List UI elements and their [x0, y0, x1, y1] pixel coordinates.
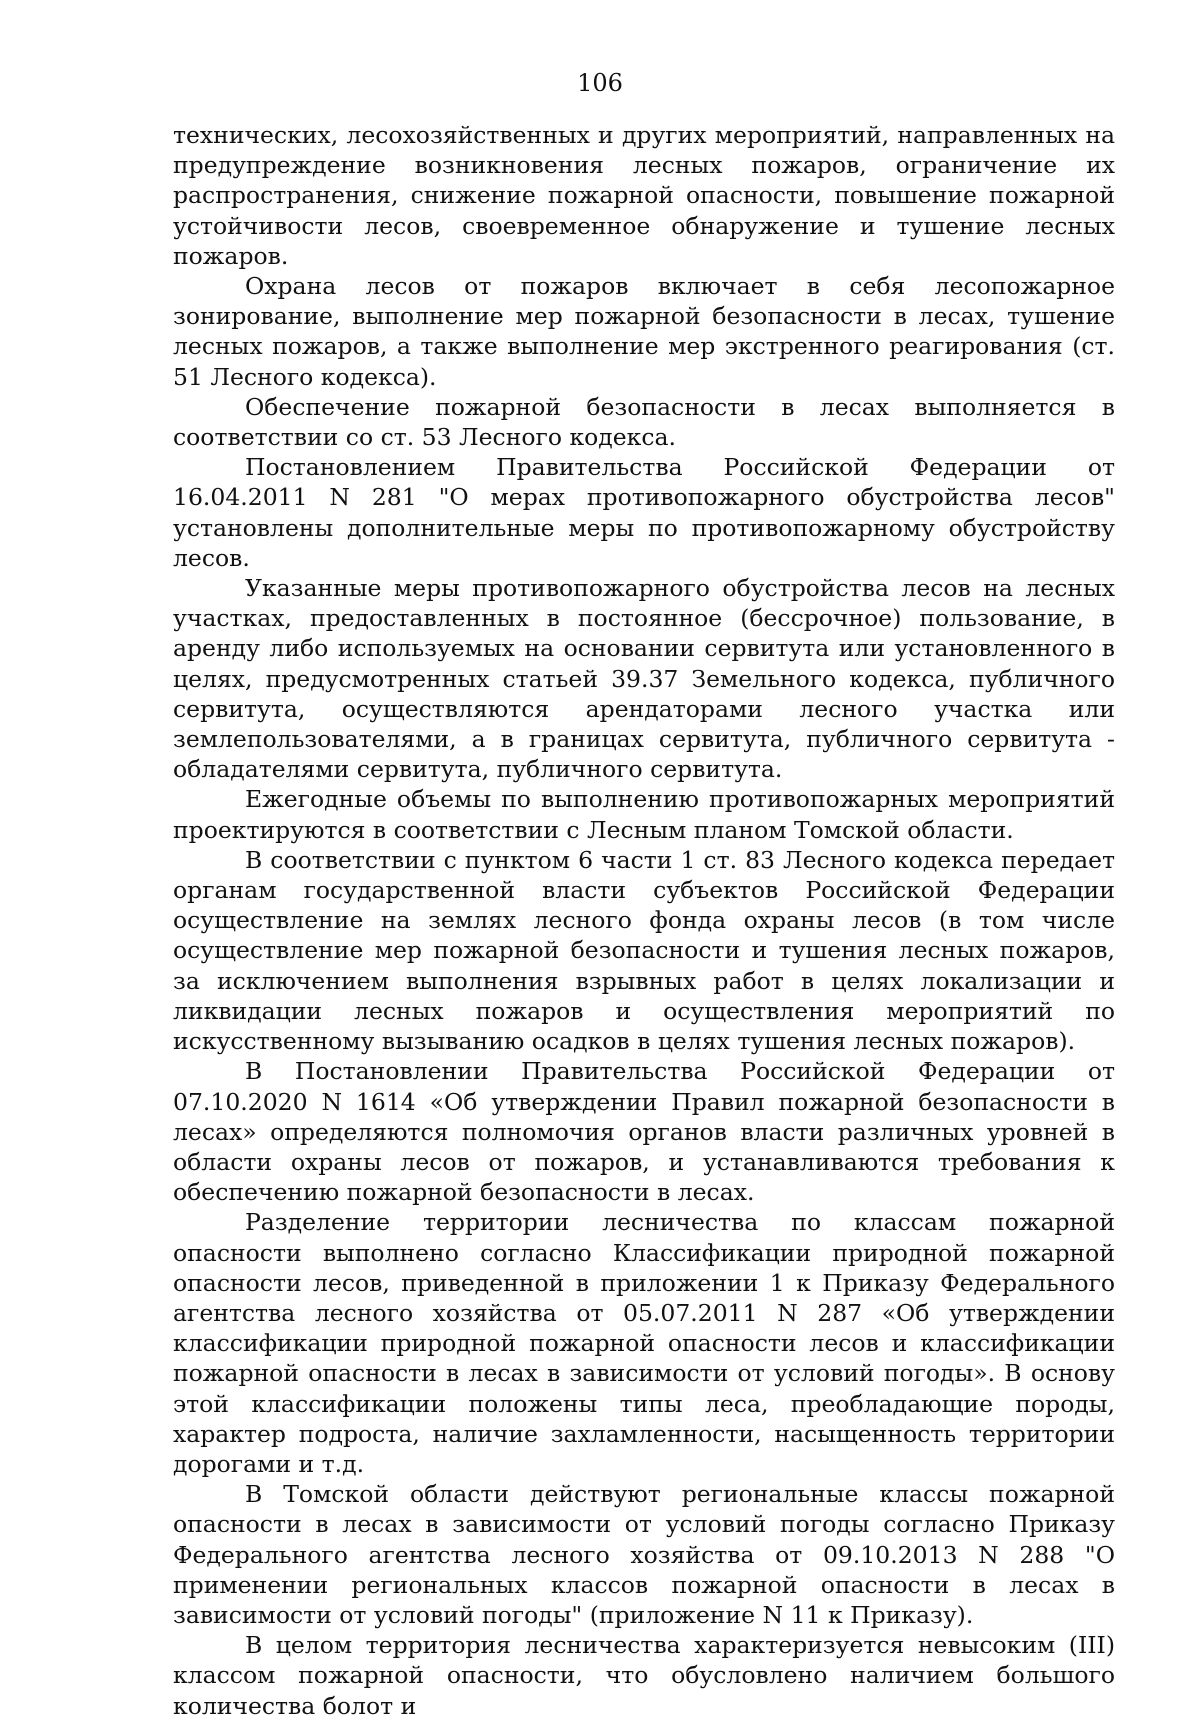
paragraph-fire-hazard-classification: Разделение территории лесничества по классам пожарной опасности выполнено согласно Классификации природной пожарной опасности лесов, приведенной в приложении 1 к Приказу Федерального агентства лесного хозяйства от 05.07.2011 N 287 «Об утверждении классификации природной пожарной опасности лесов и классификации пожарной опасности в лесах в зависимости от условий погоды». В основу этой классификации положены типы леса, преобладающие породы, характер подроста, наличие захламленности, насыщенность территории дорогами и т.д. — [173, 1208, 1115, 1478]
paragraph-continuation: технических, лесохозяйственных и других мероприятий, направленных на предупреждение возникновения лесных пожаров, ограничение их распространения, снижение пожарной опасности, повышение пожарной устойчивости лесов, своевременное обнаружение и тушение лесных пожаров. — [173, 121, 1115, 270]
document-body — [173, 120, 1115, 1721]
paragraph-annual-volumes: Ежегодные объемы по выполнению противопожарных мероприятий проектируются в соответствии с Лесным планом Томской области. — [173, 785, 1115, 844]
paragraph-fire-prevention-measures: Указанные меры противопожарного обустройства лесов на лесных участках, предоставленных в постоянное (бессрочное) пользование, в аренду либо используемых на основании сервитута или установленного в целях, предусмотренных статьей 39.37 Земельного кодекса, публичного сервитута, осуществляются арендаторами лесного участка или землепользователями, а в границах сервитута, публичного сервитута - обладателями сервитута, публичного сервитута. — [173, 574, 1115, 784]
paragraph-forest-fire-protection: Охрана лесов от пожаров включает в себя лесопожарное зонирование, выполнение мер пожарной безопасности в лесах, тушение лесных пожаров, а также выполнение мер экстренного реагирования (ст. 51 Лесного кодекса). — [173, 272, 1115, 391]
paragraph-forestry-fire-class: В целом территория лесничества характеризуется невысоким (III) классом пожарной опасности, что обусловлено наличием большого количества болот и — [173, 1631, 1115, 1720]
paragraph-fire-safety-provision: Обеспечение пожарной безопасности в лесах выполняется в соответствии со ст. 53 Лесного кодекса. — [173, 392, 1115, 452]
paragraph-forest-code-article-83: В соответствии с пунктом 6 части 1 ст. 83 Лесного кодекса передает органам государственной власти субъектов Российской Федерации осуществление на землях лесного фонда охраны лесов (в том числе осуществление мер пожарной безопасности и тушения лесных пожаров, за исключением выполнения взрывных работ в целях локализации и ликвидации лесных пожаров и осуществления мероприятий по искусственному вызыванию осадков в целях тушения лесных пожаров). — [173, 845, 1115, 1056]
paragraph-tomsk-regional-classes: В Томской области действуют региональные классы пожарной опасности в лесах в зависимости от условий погоды согласно Приказу Федерального агентства лесного хозяйства от 09.10.2013 N 288 "О применении региональных классов пожарной опасности в лесах в зависимости от условий погоды" (приложение N 11 к Приказу). — [173, 1480, 1115, 1629]
paragraph-government-resolution-281: Постановлением Правительства Российской Федерации от 16.04.2011 N 281 "О мерах противопожарного обустройства лесов" установлены дополнительные меры по противопожарному обустройству лесов. — [173, 453, 1115, 572]
page-number: 106 — [577, 69, 623, 97]
paragraph-government-resolution-1614: В Постановлении Правительства Российской Федерации от 07.10.2020 N 1614 «Об утверждении Правил пожарной безопасности в лесах» определяются полномочия органов власти различных уровней в области охраны лесов от пожаров, и устанавливаются требования к обеспечению пожарной безопасности в лесах. — [173, 1057, 1115, 1207]
